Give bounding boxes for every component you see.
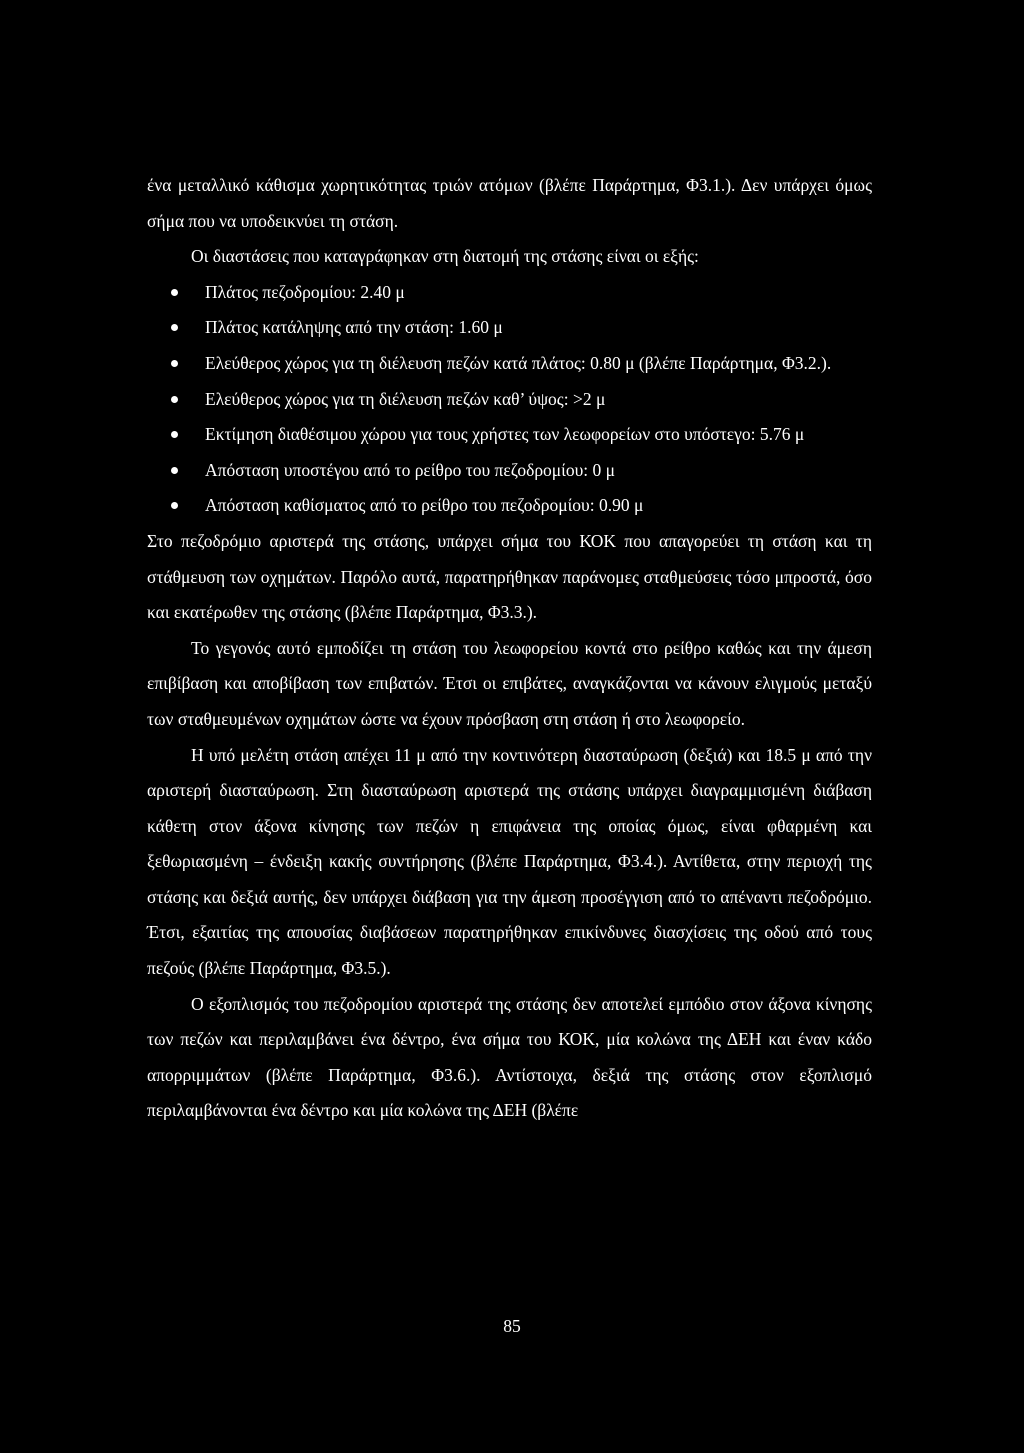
list-item: Πλάτος πεζοδρομίου: 2.40 μ (147, 275, 872, 311)
bullet-icon (171, 467, 178, 474)
bullet-icon (171, 431, 178, 438)
paragraph-obstruction: Το γεγονός αυτό εμποδίζει τη στάση του λεωφορείου κοντά στο ρείθρο καθώς και την άμεση επιβίβαση και αποβίβαση των επιβατών. Έτσι οι επιβάτες, αναγκάζονται να κάνουν ελιγμούς μεταξύ των σταθμευμένων οχημάτων ώστε να έχουν πρόσβαση στη στάση ή στο λεωφορείο. (147, 637, 872, 729)
bullet-icon (171, 324, 178, 331)
paragraph-dimensions-intro: Οι διαστάσεις που καταγράφηκαν στη διατομή της στάσης είναι οι εξής: (191, 246, 699, 267)
list-item: Ελεύθερος χώρος για τη διέλευση πεζών καθ’ ύψος: >2 μ (147, 382, 872, 418)
list-item: Πλάτος κατάληψης από την στάση: 1.60 μ (147, 310, 872, 346)
bullet-icon (171, 396, 178, 403)
dimensions-list (147, 275, 872, 524)
list-item: Απόσταση υποστέγου από το ρείθρο του πεζοδρομίου: 0 μ (147, 453, 872, 489)
bullet-icon (171, 502, 178, 509)
document-page (147, 168, 872, 1129)
list-item: Απόσταση καθίσματος από το ρείθρο του πεζοδρομίου: 0.90 μ (147, 488, 872, 524)
bullet-icon (171, 289, 178, 296)
paragraph-kok-sign: Στο πεζοδρόμιο αριστερά της στάσης, υπάρχει σήμα του ΚΟΚ που απαγορεύει τη στάση και τη στάθμευση των οχημάτων. Παρόλο αυτά, παρατηρήθηκαν παράνομες σταθμεύσεις τόσο μπροστά, όσο και εκατέρωθεν της στάσης (βλέπε Παράρτημα, Φ3.3.). (147, 530, 872, 623)
paragraph-equipment: Ο εξοπλισμός του πεζοδρομίου αριστερά της στάσης δεν αποτελεί εμπόδιο στον άξονα κίνησης των πεζών και περιλαμβάνει ένα δέντρο, ένα σήμα του ΚΟΚ, μία κολώνα της ΔΕΗ και έναν κάδο απορριμμάτων (βλέπε Παράρτημα, Φ3.6.). Αντίστοιχα, δεξιά της στάσης στον εξοπλισμό περιλαμβάνονται ένα δέντρο και μία κολώνα της ΔΕΗ (βλέπε (147, 993, 872, 1121)
bullet-icon (171, 360, 178, 367)
list-item: Ελεύθερος χώρος για τη διέλευση πεζών κατά πλάτος: 0.80 μ (βλέπε Παράρτημα, Φ3.2.). (147, 346, 872, 382)
paragraph-crossings: Η υπό μελέτη στάση απέχει 11 μ από την κοντινότερη διασταύρωση (δεξιά) και 18.5 μ από την αριστερή διασταύρωση. Στη διασταύρωση αριστερά της στάσης υπάρχει διαγραμμισμένη διάβαση κάθετη στον άξονα κίνησης των πεζών η επιφάνεια της οποίας όμως, είναι φθαρμένη και ξεθωριασμένη – ένδειξη κακής συντήρησης (βλέπε Παράρτημα, Φ3.4.). Αντίθετα, στην περιοχή της στάσης και δεξιά αυτής, δεν υπάρχει διάβαση για την άμεση προσέγγιση από το απέναντι πεζοδρόμιο. Έτσι, εξαιτίας της απουσίας διαβάσεων παρατηρήθηκαν επικίνδυνες διασχίσεις της οδού από τους πεζούς (βλέπε Παράρτημα, Φ3.5.). (147, 744, 872, 979)
paragraph-continuation: ένα μεταλλικό κάθισμα χωρητικότητας τριών ατόμων (βλέπε Παράρτημα, Φ3.1.). Δεν υπάρχει όμως σήμα που να υποδεικνύει τη στάση. (147, 175, 872, 231)
page-number: 85 (503, 1316, 521, 1336)
list-item: Εκτίμηση διαθέσιμου χώρου για τους χρήστες των λεωφορείων στο υπόστεγο: 5.76 μ (147, 417, 872, 453)
